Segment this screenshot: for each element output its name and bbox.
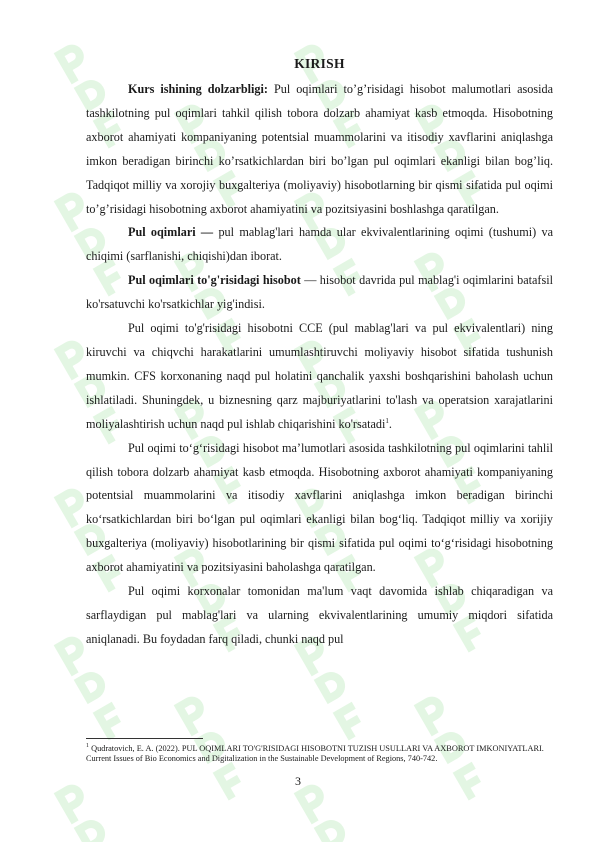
document-page [86,56,553,652]
paragraph-text: — hisobot davrida pul mablag'i oqimlarini batafsil ko'rsatuvchi ko'rsatkichlar yig'indisi. [86,273,553,312]
footnote-reference[interactable]: 1 [385,416,389,425]
paragraph-lead: Pul oqimlari — [128,225,214,240]
paragraph-lead: Pul oqimlari to'g'risidagi hisobot [128,273,301,288]
paragraph-analysis [86,437,553,580]
paragraph-text: Pul oqimi to‘g‘risidagi hisobot ma’lumotlari asosida tashkilotning pul oqimlarini tahlil qilish tobora dolzarb ahamiyat kasb etmoqda. Hisobotning axborot ahamiyati kompaniyaning potentsial muammolarini va itisodiy xavflarini aniqlashga imkon beradigan birinchi ko‘rsatkichlardan biri bo‘lgan pul oqimlari ekanligi bilan bog‘liq. Tadqiqot milliy va xorijiy buxgalteriya (moliyaviy) hisobotlarining bir qismi sifatida pul oqimi to‘g‘risidagi hisobotning axborot ahamiyatini va pozitsiyasini baholashga qaratilgan. [86,440,553,575]
paragraph-text: Pul oqimi korxonalar tomonidan ma'lum vaqt davomida ishlab chiqaradigan va sarflaydigan pul mablag'lari va ularning ekvivalentlarining umumiy miqdori sifatida aniqlanadi. Bu foydadan farq qiladi, chunki naqd pul [86,584,553,646]
paragraph-text: Pul oqimlari to’g’risidagi hisobot malumotlari asosida tashkilotning pul oqimlari tahkil qilish tobora dolzarb ahamiyat kasb etmoqda. Hisobotning axborot ahamiyati kompaniyaning potentsial muammolarini va itisodiy xavflarini aniqlashga imkon beradigan birinchi ko’rsatkichlardan biri bo’lgan pul oqimlari ekanligi bilan bog’liq. Tadqiqot milliy va xorojiy buxgalteriya (moliyaviy) hisobotlarning bir qismi sifatida pul oqimi to’g’risidagi hisobotning axborot ahamiyatini va pozitsiyasini boshlashga qaratilgan. [86,82,553,216]
page-title: KIRISH [294,56,345,71]
paragraph-cash-flows-definition [86,221,553,269]
paragraph-cce [86,317,553,437]
paragraph-cash-flow-definition-2 [86,580,553,652]
paragraph-text: pul mablag'lari hamda ular ekvivalentlarining oqimi (tushumi) va chiqimi (sarflanishi, chiqishi)dan iborat. [86,225,553,264]
pdf-watermark-icon [404,824,512,842]
pdf-watermark-icon [164,824,272,842]
footnote [86,741,553,765]
footnote-text: Qudratovich, E. A. (2022). PUL OQIMLARI TO'G'RISIDAGI HISOBOTNI TUZISH USULLARI VA AXBOROT IMKONIYATLARI. Current Issues of Bio Economics and Digitalization in the Sustainable Development of Regions, 740-742. [86,743,544,764]
paragraph-lead: Kurs ishining dolzarbligi: [128,82,268,96]
footnote-number: 1 [86,743,89,749]
paragraph-statement-definition [86,269,553,317]
footnote-divider [86,738,203,739]
paragraph-tail: . [388,416,392,431]
paragraph-relevance [86,78,553,221]
page-number: 3 [295,774,301,788]
paragraph-text: Pul oqimi to'g'risidagi hisobotni CCE (pul mablag'lari va pul ekvivalentlari) ning kiruvchi va chiqvchi harakatlarini umumlashtiruvchi moliyaviy hisobot sifatida tushunish mumkin. CFS korxonaning naqd pul holatini qanchalik yaxshi boshqarishini baholash uchun ishlatiladi. Shuningdek, u biznesning qarz majburiyatlarini to'lash va operatsion xarajatlarini moliyalashtirish uchun naqd pul ishlab chiqarishini ko'rsatadi [86,321,553,431]
